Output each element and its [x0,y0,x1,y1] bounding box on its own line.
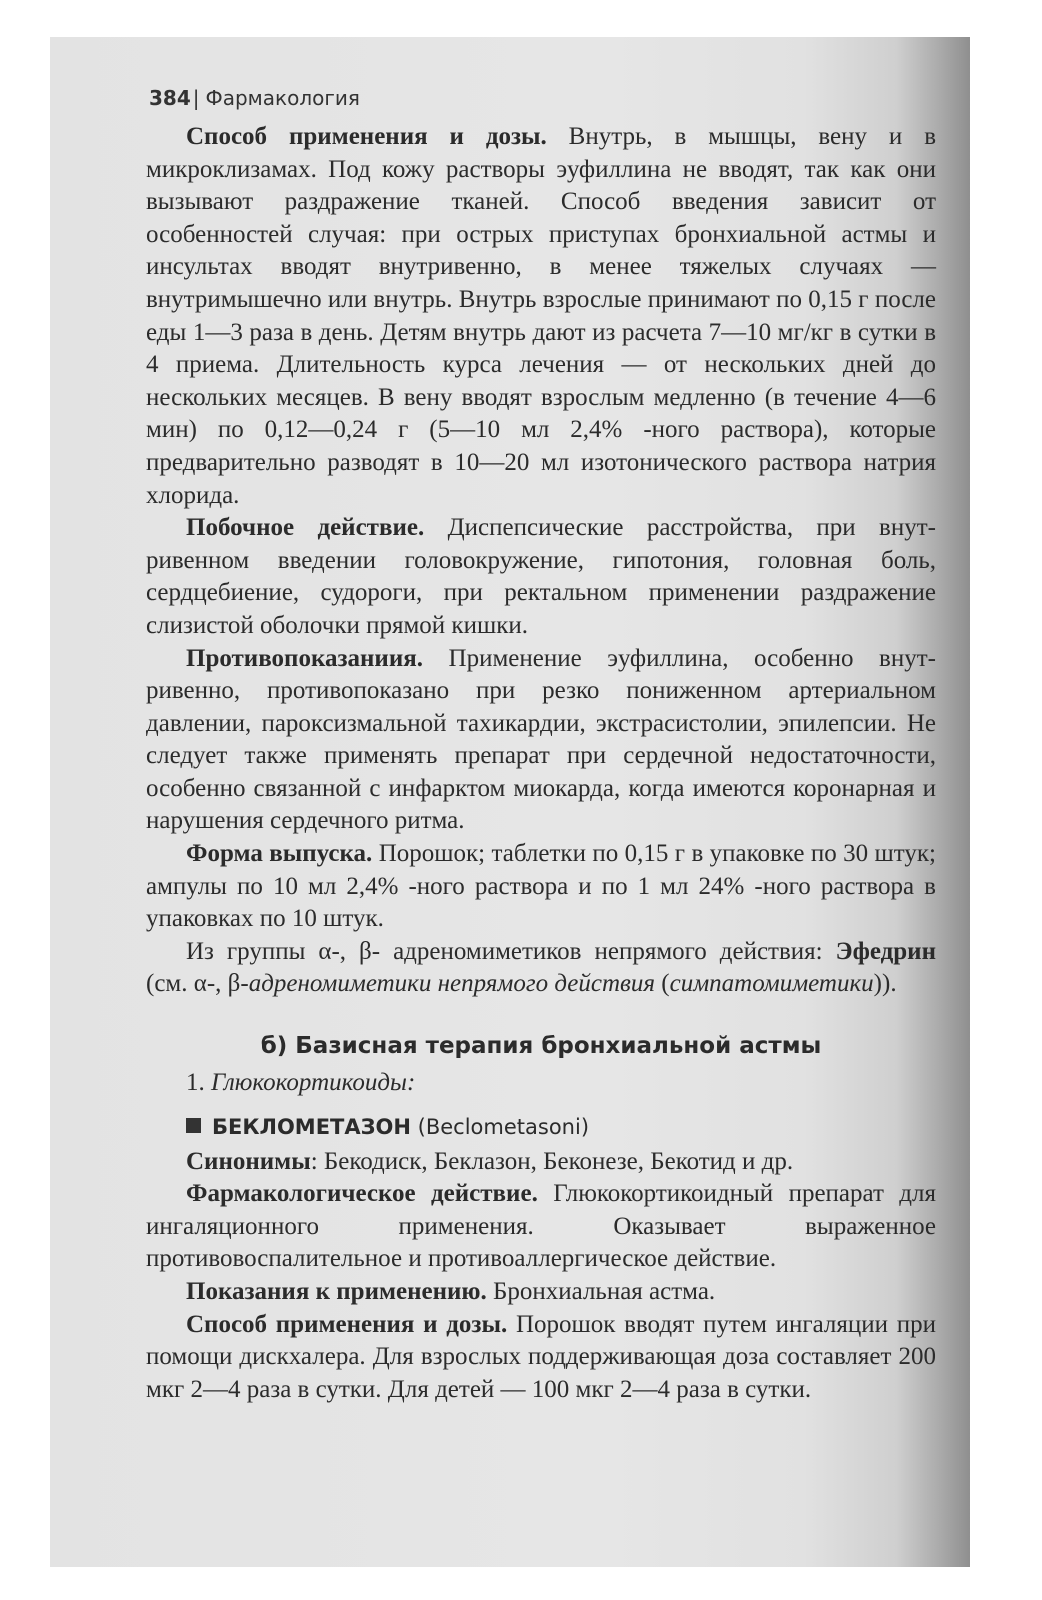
paragraph-lead: Побочное действие. [186,514,425,542]
cross-reference: адреномиметики непрямого действия [248,970,656,998]
drug-heading-name: БЕКЛОМЕТАЗОН [212,1114,411,1139]
subsection-heading [146,1067,936,1100]
paragraph-lead: Форма выпуска. [186,840,373,868]
paragraph-indications [146,1276,936,1309]
drug-heading [186,1112,936,1142]
subsection-number: 1. [186,1069,211,1097]
paragraph-dosage-beclometasone [146,1309,936,1407]
book-title: Фармакология [205,86,360,110]
paragraph-lead: Показания к применению. [186,1278,487,1305]
paragraph-text: Порошок вводят путем ингаляции при помощи дискхалера. Для взрослых поддерживающая доза составляет 200 мкг 2—4 раза в сутки. Для детей — 100 мкг 2—4 раза в сутки. [146,1310,937,1403]
paragraph-side-effects [146,512,936,642]
paragraph-text: Применение эуфиллина, особенно внутривенно, противопоказано при резко пониженном артериальном давлении, пароксизмальной тахикардии, экстрасистолии, эпилепсии. Не следует также применять препарат при сердечной недостаточности, особенно связанной с инфарктом миокарда, когда имеются коронарная и нарушения сердечного ритма. [146,644,936,835]
paragraph-lead: Синонимы [186,1147,311,1175]
paragraph-dosage-eufillin [146,121,936,512]
page-number: 384 [149,86,191,110]
running-head [149,85,936,111]
paragraph-lead: Противопоказаниия. [186,644,423,672]
section-title: б) Базисная терапия бронхиальной астмы [260,1033,822,1060]
paragraph-text: : Бекодиск, Беклазон, Беконезе, Бекотид и др. [310,1147,794,1175]
cross-reference-sub: симпатомиметики [669,970,874,998]
paragraph-release-form [146,838,936,936]
paren-open: ( [655,970,670,998]
paragraph-text: Диспепсические расстройства, при внутривенном введении головокружение, гипотония, головная боль, сердцебиение, судороги, при ректальном применении раздражение слизистой оболочки прямой кишки. [146,514,936,639]
paragraph-lead: Способ применения и дозы. [186,1310,508,1338]
paragraph-text: Бронхиальная астма. [486,1278,716,1305]
drug-name-ephedrine: Эфедрин [835,937,936,965]
header-separator: | [192,86,200,110]
see-reference: (см. α-, β- [146,970,249,998]
paragraph-lead: Способ применения и дозы. [186,123,547,150]
paren-close: )). [873,970,897,998]
paragraph-text: Глюкокортикоидный препарат для ингаляционного применения. Оказывает выраженное противовоспалительное и противоаллергическое действие. [146,1180,936,1273]
square-bullet-icon [186,1118,201,1133]
page-content [146,85,936,1406]
paragraph-contraindications [146,643,936,839]
paragraph-text: Порошок; таблетки по 0,15 г в упаковке по 30 штук; ампулы по 10 мл 2,4% -ного раствора и по 1 мл 24% -ного раствора в упаковках по 10 штук. [146,840,936,933]
book-page [50,37,970,1567]
subsection-label: Глюкокортикоиды: [211,1069,416,1097]
paragraph-text: Внутрь, в мышцы, вену и в микроклизамах. Под кожу растворы эуфиллина не вводят, так как они вызывают раздражение тканей. Способ введения зависит от особенностей случая: при острых приступах бронхиальной астмы и инсультах вводят внутривенно, в менее тяжелых случаях — внутримышечно или внутрь. Внутрь взрослые принимают по 0,15 г после еды 1—3 раза в день. Детям внутрь дают из расчета 7—10 мг/кг в сутки в 4 приема. Длительность курса лечения — от нескольких дней до нескольких месяцев. В вену вводят взрослым медленно (в течение 4—6 мин) по 0,12—0,24 г (5—10 мл 2,4% -ного раствора), которые предварительно разводят в 10—20 мл изотонического раствора натрия хлорида. [146,123,936,509]
paragraph-synonyms [146,1146,936,1179]
drug-heading-latin: (Beclometasoni) [410,1114,590,1139]
paragraph-intro: Из группы α-, β- адреномиметиков непрямого действия: [186,937,836,965]
paragraph-ephedrine-reference [146,936,936,1001]
paragraph-pharmacological-action [146,1178,936,1276]
paragraph-lead: Фармакологическое действие. [186,1180,538,1208]
